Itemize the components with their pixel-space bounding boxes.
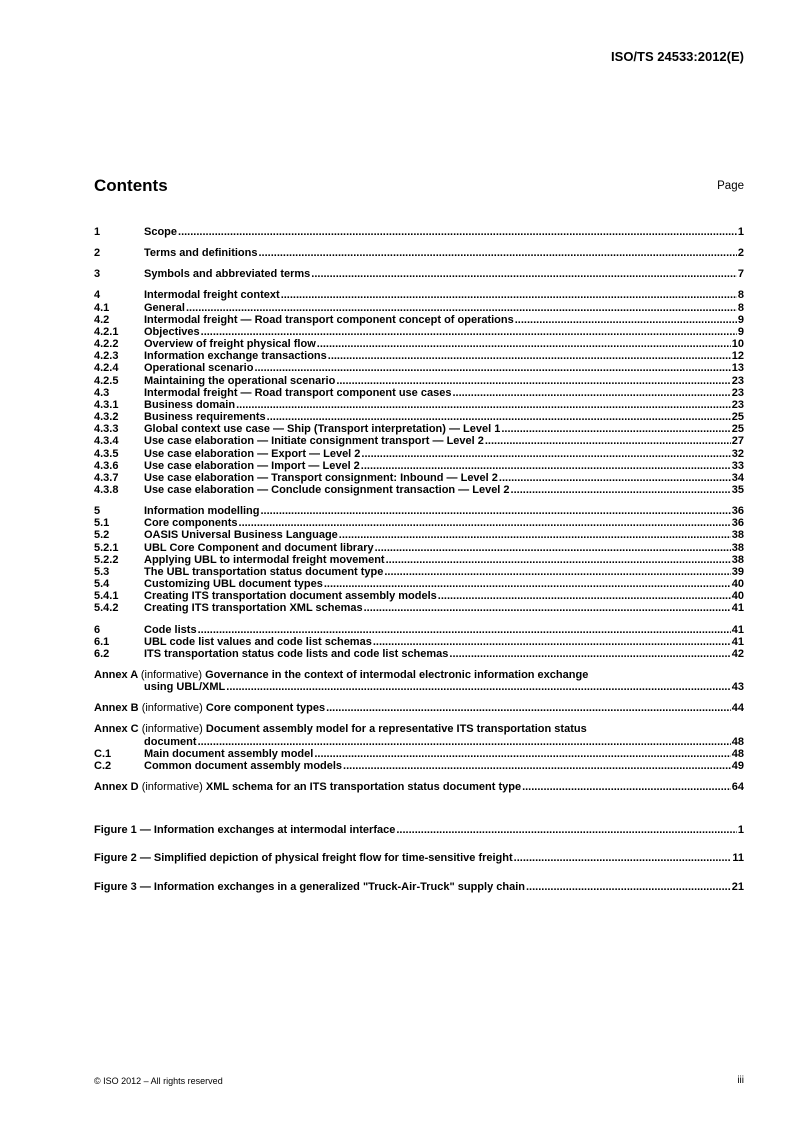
section-number: 6	[94, 623, 101, 636]
section-number: 5.4.2	[94, 602, 119, 615]
section-number: C.2	[94, 759, 112, 772]
section-page: 40	[731, 578, 744, 591]
section-title: Intermodal freight context	[144, 289, 280, 302]
section-page: 12	[731, 350, 744, 363]
section-title: UBL Core Component and document library	[144, 541, 374, 554]
toc-entry[interactable]	[94, 554, 744, 566]
section-title: Objectives	[144, 325, 200, 338]
section-number: 4.2	[94, 313, 110, 326]
section-title: Intermodal freight — Road transport component concept of operations	[144, 313, 514, 326]
section-number: 5.2	[94, 529, 110, 542]
section-title: Maintaining the operational scenario	[144, 374, 336, 387]
figure-page: 1	[737, 824, 744, 837]
toc-entry[interactable]	[94, 505, 744, 517]
leader-dots	[236, 399, 731, 411]
toc-annex-d[interactable]	[94, 781, 744, 793]
toc-annex-c[interactable]	[94, 723, 744, 747]
section-page: 33	[731, 459, 744, 472]
section-page: 1	[737, 226, 744, 238]
leader-dots	[267, 411, 731, 423]
leader-dots	[258, 247, 736, 259]
leader-dots	[198, 624, 731, 636]
section-number: 5.1	[94, 517, 110, 530]
section-number: 6.1	[94, 635, 110, 648]
section-title: Applying UBL to intermodal freight movement	[144, 553, 385, 566]
annex-label: Annex C	[94, 723, 139, 736]
section-page: 41	[731, 635, 744, 648]
leader-dots	[311, 268, 737, 280]
section-page: 7	[737, 268, 744, 281]
section-number: 4.3.3	[94, 423, 119, 436]
page-title: Contents	[94, 176, 168, 195]
section-title: Overview of freight physical flow	[144, 338, 316, 351]
section-number: 5.3	[94, 565, 110, 578]
leader-dots	[375, 542, 731, 554]
toc-entry[interactable]	[94, 226, 744, 238]
section-page: 36	[731, 505, 744, 518]
section-number: C.1	[94, 747, 112, 760]
section-number: 4.3.6	[94, 459, 119, 472]
section-page: 36	[731, 517, 744, 530]
leader-dots	[384, 566, 730, 578]
section-page: 13	[731, 362, 744, 375]
section-title: Business domain	[144, 398, 236, 411]
section-page: 38	[731, 553, 744, 566]
leader-dots	[324, 578, 731, 590]
section-page: 9	[737, 313, 744, 326]
section-title: Use case elaboration — Export — Level 2	[144, 447, 361, 460]
section-number: 4.3.7	[94, 471, 119, 484]
section-number: 4.2.5	[94, 374, 119, 387]
section-number: 4.2.3	[94, 350, 119, 363]
figure-title: Figure 1 — Information exchanges at intermodal interface	[94, 824, 396, 837]
toc-entry[interactable]	[94, 302, 744, 314]
toc-entry[interactable]	[94, 268, 744, 280]
toc-figure-2[interactable]	[94, 852, 744, 864]
toc-entry[interactable]	[94, 423, 744, 435]
leader-dots	[326, 702, 731, 714]
section-number: 4.3.2	[94, 411, 119, 424]
section-number: 5	[94, 505, 101, 518]
section-page: 23	[731, 374, 744, 387]
toc-entry[interactable]	[94, 289, 744, 301]
section-title: Use case elaboration — Conclude consignment transaction — Level 2	[144, 483, 510, 496]
toc-entry[interactable]	[94, 566, 744, 578]
section-page: 23	[731, 386, 744, 399]
toc-entry[interactable]	[94, 484, 744, 496]
section-title: Operational scenario	[144, 362, 254, 375]
section-number: 4.1	[94, 301, 110, 314]
annex-info: (informative)	[141, 723, 203, 736]
toc-figure-1[interactable]	[94, 824, 744, 836]
leader-dots	[339, 529, 731, 541]
annex-title: Governance in the context of intermodal electronic information exchange	[205, 669, 589, 681]
section-title: General	[144, 301, 185, 314]
section-title: Main document assembly model	[144, 747, 314, 760]
annex-page: 64	[731, 781, 744, 794]
section-page: 34	[731, 471, 744, 484]
annex-page: 44	[731, 702, 744, 715]
annex-info: (informative)	[141, 781, 203, 794]
section-page: 41	[731, 623, 744, 636]
section-page: 42	[731, 647, 744, 660]
section-number: 4.2.2	[94, 338, 119, 351]
section-page: 10	[731, 338, 744, 351]
toc-entry-c2[interactable]	[94, 760, 744, 772]
toc-entry[interactable]	[94, 362, 744, 374]
section-title: Core components	[144, 517, 238, 530]
section-page: 27	[731, 435, 744, 448]
copyright-notice: © ISO 2012 – All rights reserved	[94, 1076, 223, 1086]
section-page: 35	[731, 483, 744, 496]
toc-entry-c1[interactable]	[94, 748, 744, 760]
annex-label: Annex B	[94, 702, 139, 715]
leader-dots	[361, 460, 731, 472]
leader-dots	[178, 226, 737, 238]
leader-dots	[239, 517, 731, 529]
leader-dots	[254, 362, 730, 374]
section-number: 4.3.5	[94, 447, 119, 460]
toc-entry[interactable]	[94, 314, 744, 326]
section-title: Use case elaboration — Import — Level 2	[144, 459, 360, 472]
section-title: Business requirements	[144, 411, 266, 424]
section-number: 1	[94, 226, 101, 238]
leader-dots	[314, 748, 730, 760]
toc-annex-b[interactable]	[94, 702, 744, 714]
toc-entry[interactable]	[94, 435, 744, 447]
section-number: 3	[94, 268, 101, 281]
figure-title: Figure 3 — Information exchanges in a generalized "Truck-Air-Truck" supply chain	[94, 880, 525, 893]
figure-title: Figure 2 — Simplified depiction of physical freight flow for time-sensitive freight	[94, 852, 513, 865]
section-number: 4.2.4	[94, 362, 119, 375]
section-title: Code lists	[144, 623, 197, 636]
section-title: UBL code list values and code list schemas	[144, 635, 372, 648]
page-number: iii	[737, 1075, 744, 1086]
toc-entry[interactable]	[94, 460, 744, 472]
toc-entry[interactable]	[94, 399, 744, 411]
section-number: 4	[94, 289, 101, 302]
annex-info: (informative)	[141, 702, 203, 715]
leader-dots	[438, 590, 731, 602]
section-number: 5.4	[94, 578, 110, 591]
section-title: Intermodal freight — Road transport component use cases	[144, 386, 452, 399]
section-number: 2	[94, 247, 101, 260]
section-number: 4.3.8	[94, 483, 119, 496]
section-number: 4.3.4	[94, 435, 119, 448]
annex-title: Document assembly model for a representative ITS transportation status	[205, 723, 587, 736]
toc-annex-a[interactable]	[94, 669, 744, 693]
leader-dots	[261, 505, 731, 517]
toc-entry[interactable]	[94, 624, 744, 636]
table-of-contents	[94, 226, 744, 893]
toc-entries	[94, 226, 744, 660]
section-page: 32	[731, 447, 744, 460]
leader-dots	[452, 387, 730, 399]
section-page: 40	[731, 590, 744, 603]
section-page: 25	[731, 423, 744, 436]
leader-dots	[281, 289, 737, 301]
section-number: 4.3	[94, 386, 110, 399]
leader-dots	[336, 375, 730, 387]
annex-page: 43	[731, 681, 744, 694]
section-title: Customizing UBL document types	[144, 578, 323, 591]
section-title: Use case elaboration — Initiate consignment transport — Level 2	[144, 435, 484, 448]
leader-dots	[361, 448, 730, 460]
section-number: 5.2.1	[94, 541, 119, 554]
toc-entry[interactable]	[94, 411, 744, 423]
toc-figure-3[interactable]	[94, 881, 744, 893]
toc-entry[interactable]	[94, 448, 744, 460]
leader-dots	[501, 423, 730, 435]
leader-dots	[522, 781, 731, 793]
toc-entry[interactable]	[94, 387, 744, 399]
toc-entry[interactable]	[94, 326, 744, 338]
section-number: 4.3.1	[94, 398, 119, 411]
toc-entry[interactable]	[94, 472, 744, 484]
section-title: Terms and definitions	[144, 247, 258, 260]
annex-page: 48	[731, 735, 744, 748]
leader-dots	[515, 314, 737, 326]
annex-info: (informative)	[140, 669, 202, 681]
leader-dots	[449, 648, 730, 660]
leader-dots	[328, 350, 731, 362]
section-title: Information exchange transactions	[144, 350, 327, 363]
section-title: ITS transportation status code lists and code list schemas	[144, 647, 449, 660]
annex-label: Annex A	[94, 669, 138, 681]
section-title: Symbols and abbreviated terms	[144, 268, 311, 281]
leader-dots	[526, 881, 731, 893]
section-page: 23	[731, 398, 744, 411]
annex-title-cont: using UBL/XML	[144, 681, 226, 694]
section-page: 41	[731, 602, 744, 615]
leader-dots	[201, 326, 737, 338]
section-title: Use case elaboration — Transport consignment: Inbound — Level 2	[144, 471, 498, 484]
toc-entry[interactable]	[94, 602, 744, 614]
section-page: 38	[731, 529, 744, 542]
leader-dots	[317, 338, 731, 350]
toc-entry[interactable]	[94, 529, 744, 541]
section-title: Information modelling	[144, 505, 260, 518]
leader-dots	[226, 681, 730, 693]
section-page: 38	[731, 541, 744, 554]
annex-title: Core component types	[205, 702, 326, 715]
toc-entry[interactable]	[94, 517, 744, 529]
section-title: Creating ITS transportation XML schemas	[144, 602, 363, 615]
section-number: 5.2.2	[94, 553, 119, 566]
section-number: 4.2.1	[94, 325, 119, 338]
section-page: 2	[737, 247, 744, 260]
toc-entry[interactable]	[94, 636, 744, 648]
toc-entry[interactable]	[94, 590, 744, 602]
leader-dots	[499, 472, 731, 484]
document-id: ISO/TS 24533:2012(E)	[611, 49, 744, 64]
section-page: 9	[737, 325, 744, 338]
toc-entry[interactable]	[94, 247, 744, 259]
annex-title: XML schema for an ITS transportation status document type	[205, 781, 522, 794]
leader-dots	[386, 554, 731, 566]
leader-dots	[511, 484, 731, 496]
section-title: Common document assembly models	[144, 759, 343, 772]
section-title: Scope	[144, 226, 178, 238]
leader-dots	[485, 435, 731, 447]
toc-entry[interactable]	[94, 542, 744, 554]
leader-dots	[396, 824, 737, 836]
figure-page: 21	[731, 880, 744, 893]
annex-title-cont: document	[144, 735, 197, 748]
section-page: 8	[737, 289, 744, 302]
leader-dots	[343, 760, 731, 772]
section-number: 6.2	[94, 647, 110, 660]
page-column-label: Page	[717, 180, 744, 192]
figure-page: 11	[732, 852, 744, 865]
section-page: 49	[731, 759, 744, 772]
toc-entry[interactable]	[94, 375, 744, 387]
section-page: 48	[731, 747, 744, 760]
toc-entry[interactable]	[94, 350, 744, 362]
toc-entry[interactable]	[94, 578, 744, 590]
section-title: Creating ITS transportation document assembly models	[144, 590, 437, 603]
section-title: Global context use case — Ship (Transport interpretation) — Level 1	[144, 423, 501, 436]
section-title: OASIS Universal Business Language	[144, 529, 338, 542]
section-number: 5.4.1	[94, 590, 119, 603]
leader-dots	[186, 302, 737, 314]
toc-entry[interactable]	[94, 648, 744, 660]
section-page: 25	[731, 411, 744, 424]
section-page: 8	[737, 301, 744, 314]
leader-dots	[514, 852, 732, 864]
section-title: The UBL transportation status document type	[144, 565, 384, 578]
leader-dots	[373, 636, 731, 648]
leader-dots	[364, 602, 731, 614]
leader-dots	[198, 736, 731, 748]
annex-label: Annex D	[94, 781, 139, 794]
toc-entry[interactable]	[94, 338, 744, 350]
section-page: 39	[731, 565, 744, 578]
